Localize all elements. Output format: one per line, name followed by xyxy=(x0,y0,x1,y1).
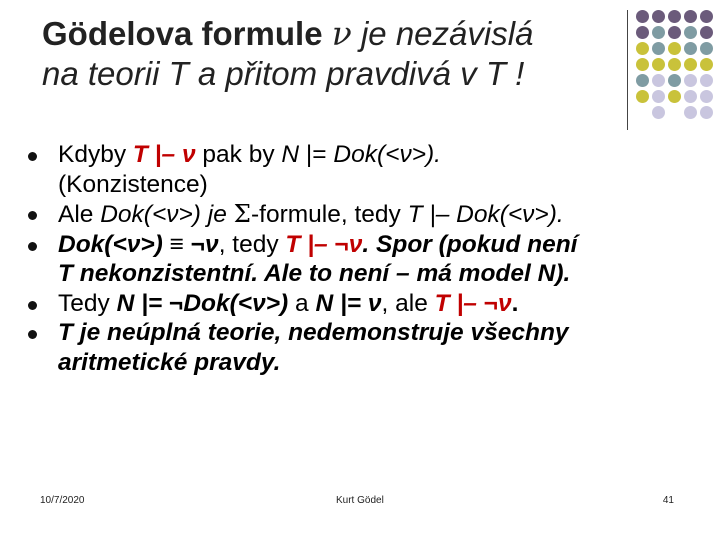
decorative-dot xyxy=(652,90,665,103)
title-divider-line xyxy=(627,10,628,130)
bullet-marker xyxy=(28,211,37,220)
bullet-marker xyxy=(28,242,37,251)
title-nu-symbol: ν xyxy=(331,14,352,53)
decorative-dot xyxy=(636,90,649,103)
decorative-dot xyxy=(652,58,665,71)
decorative-dot xyxy=(700,26,713,39)
text-run: a xyxy=(288,289,316,317)
bullet-marker xyxy=(28,330,37,339)
text-run: N xyxy=(281,141,300,168)
text-run: T nekonzistentní. Ale to není – má model N). xyxy=(58,260,571,287)
text-run: N |= ν xyxy=(315,289,382,317)
bullet-item-4 xyxy=(28,289,698,319)
decorative-dot xyxy=(684,58,697,71)
decorative-dot xyxy=(700,42,713,55)
decorative-dot xyxy=(636,74,649,87)
text-run: . xyxy=(511,289,519,317)
decorative-dot xyxy=(700,106,713,119)
decorative-dot xyxy=(700,90,713,103)
text-run: Σ xyxy=(233,199,251,228)
decorative-dot xyxy=(684,42,697,55)
text-run: |= xyxy=(299,141,334,168)
decorative-dot xyxy=(684,90,697,103)
title-italic-text: je nezávislá xyxy=(360,15,534,52)
footer-page-number: 41 xyxy=(662,495,674,506)
text-run: (Konzistence) xyxy=(58,170,208,198)
decorative-dot xyxy=(668,58,681,71)
decorative-dot xyxy=(668,42,681,55)
decorative-dot xyxy=(684,26,697,39)
text-run: T je neúplná teorie, nedemonstruje všechny xyxy=(58,319,569,346)
text-run: Ale xyxy=(58,201,101,228)
slide-title xyxy=(42,14,602,94)
decorative-dot xyxy=(684,74,697,87)
text-run: Kdyby xyxy=(58,141,133,168)
decorative-dot-grid xyxy=(636,10,720,120)
decorative-dot xyxy=(636,10,649,23)
footer-author: Kurt Gödel xyxy=(336,495,384,506)
decorative-dot xyxy=(700,10,713,23)
bullet-list xyxy=(28,140,698,377)
bullet-item-3 xyxy=(28,230,698,289)
decorative-dot xyxy=(700,74,713,87)
decorative-dot xyxy=(636,58,649,71)
decorative-dot xyxy=(684,10,697,23)
text-run: Dok(<ν>) je xyxy=(100,201,234,228)
title-bold-text: Gödelova formule xyxy=(42,15,323,52)
text-run: . Spor (pokud není xyxy=(362,230,578,258)
title-line-2 xyxy=(42,54,602,94)
decorative-dot xyxy=(668,90,681,103)
title-line-1 xyxy=(42,14,602,54)
decorative-dot xyxy=(700,58,713,71)
text-run: T |– ¬ν xyxy=(434,289,512,317)
decorative-dot xyxy=(652,106,665,119)
bullet-item-2 xyxy=(28,199,698,230)
decorative-dot xyxy=(668,10,681,23)
decorative-dot xyxy=(652,42,665,55)
decorative-dot xyxy=(652,10,665,23)
text-run: T |– ν xyxy=(132,141,196,168)
bullet-item-1 xyxy=(28,140,698,199)
bullet-marker xyxy=(28,301,37,310)
text-run: , tedy xyxy=(218,230,286,258)
text-run: Tedy xyxy=(58,289,117,317)
decorative-dot xyxy=(668,74,681,87)
decorative-dot xyxy=(636,42,649,55)
text-run: , ale xyxy=(381,289,435,317)
text-run: N |= ¬Dok(<ν>) xyxy=(116,289,289,317)
text-run: T |– Dok(<ν>). xyxy=(407,201,564,228)
decorative-dot xyxy=(652,74,665,87)
decorative-dot xyxy=(684,106,697,119)
decorative-dot xyxy=(652,26,665,39)
text-run: pak by xyxy=(195,141,282,168)
decorative-dot xyxy=(668,26,681,39)
text-run: -formule, tedy xyxy=(250,201,408,228)
bullet-item-5 xyxy=(28,318,698,377)
text-run: Dok(<ν>) ≡ ¬ν xyxy=(58,230,219,258)
text-run: T |– ¬ν xyxy=(285,230,363,258)
footer-date: 10/7/2020 xyxy=(40,495,85,506)
text-run: Dok(<ν>). xyxy=(333,141,441,168)
title-line-2-text: na teorii T a přitom pravdivá v T ! xyxy=(42,55,525,92)
text-run: aritmetické pravdy. xyxy=(58,348,281,376)
decorative-dot xyxy=(636,26,649,39)
bullet-marker xyxy=(28,152,37,161)
